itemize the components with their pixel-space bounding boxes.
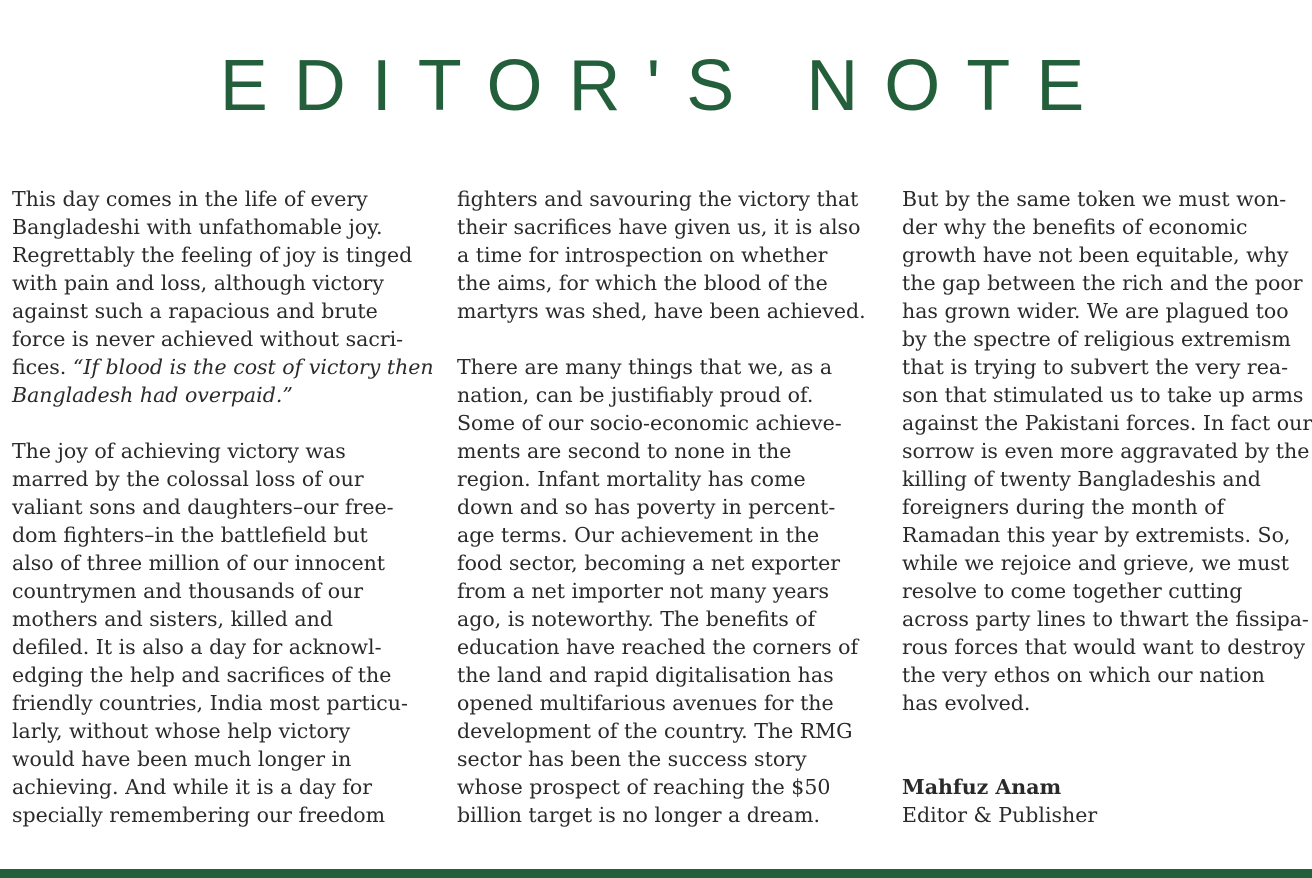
- text-line: would have been much longer in: [12, 747, 352, 771]
- text-line: has evolved.: [902, 691, 1031, 715]
- text-line: resolve to come together cutting: [902, 579, 1243, 603]
- text-line: age terms. Our achievement in the: [457, 523, 820, 547]
- bottom-accent-bar: [0, 869, 1312, 878]
- text-line: But by the same token we must won-: [902, 187, 1287, 211]
- text-line: Some of our socio-economic achieve-: [457, 411, 842, 435]
- text-line: also of three million of our innocent: [12, 551, 386, 575]
- text-line: development of the country. The RMG: [457, 719, 853, 743]
- text-line: billion target is no longer a dream.: [457, 803, 820, 827]
- article-column-1: [12, 185, 442, 829]
- text-line: edging the help and sacrifices of the: [12, 663, 392, 687]
- text-line: rous forces that would want to destroy: [902, 635, 1306, 659]
- text-line: mothers and sisters, killed and: [12, 607, 333, 631]
- signature-block: [902, 773, 1312, 829]
- paragraph-gap: [902, 717, 1312, 745]
- text-line: larly, without whose help victory: [12, 719, 351, 743]
- text-line: specially remembering our freedom: [12, 803, 386, 827]
- text-line: fighters and savouring the victory that: [457, 187, 859, 211]
- text-line: marred by the colossal loss of our: [12, 467, 364, 491]
- text-line: the land and rapid digitalisation has: [457, 663, 834, 687]
- text-line: There are many things that we, as a: [457, 355, 833, 379]
- paragraph-2: [12, 437, 442, 829]
- quote-prefix: fices.: [12, 355, 73, 379]
- text-line: growth have not been equitable, why: [902, 243, 1289, 267]
- text-line: Bangladeshi with unfathomable joy.: [12, 215, 383, 239]
- text-line: Regrettably the feeling of joy is tinged: [12, 243, 413, 267]
- text-line: dom fighters–in the battlefield but: [12, 523, 368, 547]
- text-line: down and so has poverty in percent-: [457, 495, 836, 519]
- text-line: the very ethos on which our nation: [902, 663, 1265, 687]
- text-line: while we rejoice and grieve, we must: [902, 551, 1290, 575]
- text-line: from a net importer not many years: [457, 579, 829, 603]
- text-line: [12, 353, 442, 381]
- text-line: killing of twenty Bangladeshis and: [902, 467, 1261, 491]
- text-line: defiled. It is also a day for acknowl-: [12, 635, 382, 659]
- paragraph-4: [457, 353, 887, 829]
- text-line: nation, can be justifiably proud of.: [457, 383, 814, 407]
- text-line: against the Pakistani forces. In fact our: [902, 411, 1312, 435]
- text-line: friendly countries, India most particu-: [12, 691, 408, 715]
- text-line: sector has been the success story: [457, 747, 807, 771]
- text-line: a time for introspection on whether: [457, 243, 828, 267]
- text-line: against such a rapacious and brute: [12, 299, 378, 323]
- text-line: that is trying to subvert the very rea-: [902, 355, 1289, 379]
- text-line: Ramadan this year by extremists. So,: [902, 523, 1291, 547]
- author-name: Mahfuz Anam: [902, 775, 1062, 799]
- paragraph-gap: [12, 409, 442, 437]
- text-line: foreigners during the month of: [902, 495, 1225, 519]
- text-line: their sacrifices have given us, it is also: [457, 215, 861, 239]
- text-line: the aims, for which the blood of the: [457, 271, 828, 295]
- text-line: food sector, becoming a net exporter: [457, 551, 841, 575]
- paragraph-5: [902, 185, 1312, 717]
- pull-quote: “If blood is the cost of victory then: [72, 355, 434, 379]
- text-line: achieving. And while it is a day for: [12, 775, 373, 799]
- text-line: martyrs was shed, have been achieved.: [457, 299, 866, 323]
- paragraph-1: [12, 185, 442, 409]
- text-line: der why the benefits of economic: [902, 215, 1248, 239]
- text-line: son that stimulated us to take up arms: [902, 383, 1304, 407]
- article-column-2: [457, 185, 887, 829]
- text-line: This day comes in the life of every: [12, 187, 368, 211]
- paragraph-3: [457, 185, 887, 325]
- text-line: sorrow is even more aggravated by the: [902, 439, 1310, 463]
- text-line: has grown wider. We are plagued too: [902, 299, 1289, 323]
- text-line: ago, is noteworthy. The benefits of: [457, 607, 816, 631]
- text-line: whose prospect of reaching the $50: [457, 775, 831, 799]
- text-line: force is never achieved without sacri-: [12, 327, 404, 351]
- pull-quote: Bangladesh had overpaid.”: [12, 383, 293, 407]
- author-role: Editor & Publisher: [902, 803, 1098, 827]
- text-line: education have reached the corners of: [457, 635, 859, 659]
- text-line: opened multifarious avenues for the: [457, 691, 834, 715]
- paragraph-gap: [902, 745, 1312, 773]
- text-line: valiant sons and daughters–our free-: [12, 495, 394, 519]
- text-line: by the spectre of religious extremism: [902, 327, 1291, 351]
- article-column-3: [902, 185, 1312, 829]
- text-line: across party lines to thwart the fissipa-: [902, 607, 1309, 631]
- paragraph-gap: [457, 325, 887, 353]
- text-line: the gap between the rich and the poor: [902, 271, 1303, 295]
- page-title: EDITOR'S NOTE: [219, 46, 1111, 126]
- text-line: region. Infant mortality has come: [457, 467, 806, 491]
- text-line: ments are second to none in the: [457, 439, 792, 463]
- text-line: countrymen and thousands of our: [12, 579, 364, 603]
- text-line: The joy of achieving victory was: [12, 439, 346, 463]
- text-line: with pain and loss, although victory: [12, 271, 384, 295]
